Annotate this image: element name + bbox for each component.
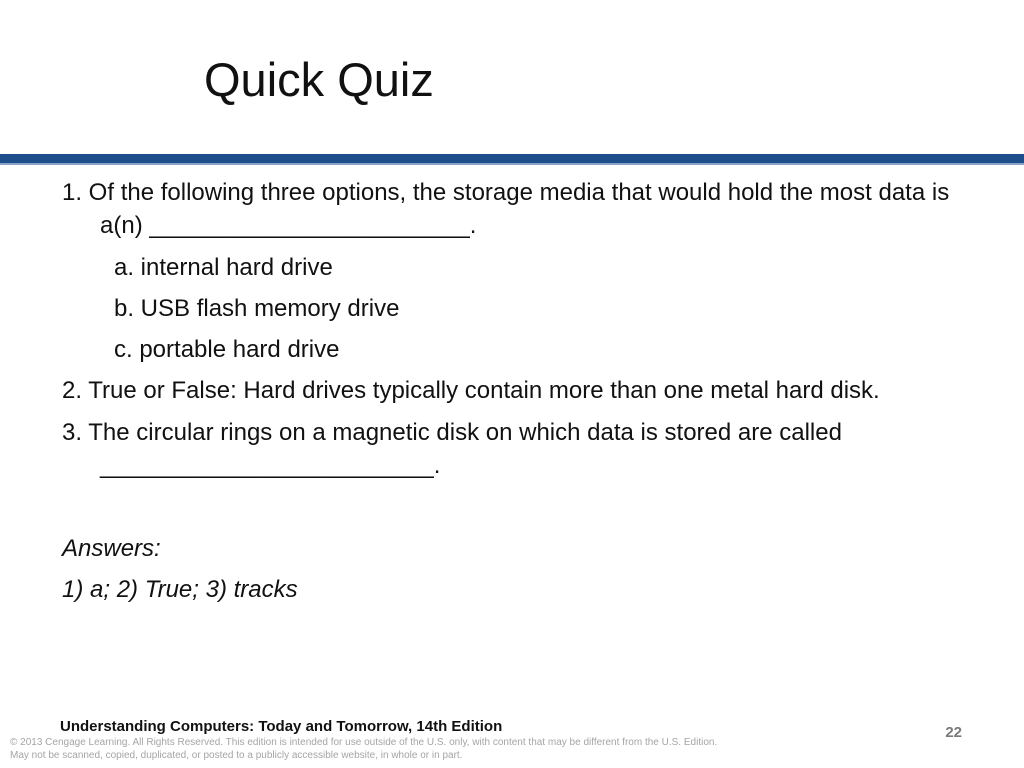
question-1-option-c: c. portable hard drive	[114, 336, 340, 363]
question-1-option-a: a. internal hard drive	[114, 254, 333, 281]
question-2: 2. True or False: Hard drives typically contain more than one metal hard disk.	[62, 377, 880, 404]
slide-body	[62, 176, 962, 614]
page-number: 22	[945, 724, 962, 741]
copyright-line-1: © 2013 Cengage Learning. All Rights Reserved. This edition is intended for use outside of the U.S. only, with content that may be different from the U.S. Edition.	[10, 737, 718, 748]
spacer	[62, 491, 962, 532]
question-3: 3. The circular rings on a magnetic disk on which data is stored are called _________________________.	[62, 419, 842, 479]
question-1: 1. Of the following three options, the storage media that would hold the most data is a(n) ________________________.	[62, 179, 950, 239]
title-divider	[0, 154, 1024, 163]
footer-book-title: Understanding Computers: Today and Tomorrow, 14th Edition	[60, 718, 503, 735]
answers-label: Answers:	[62, 535, 161, 562]
question-1-option-b: b. USB flash memory drive	[114, 295, 400, 322]
slide-title: Quick Quiz	[204, 53, 434, 106]
title-divider-shadow	[0, 163, 1024, 165]
answers-text: 1) a; 2) True; 3) tracks	[62, 576, 298, 603]
copyright-line-2: May not be scanned, copied, duplicated, or posted to a publicly accessible website, in whole or in part.	[10, 750, 463, 761]
copyright-notice	[10, 736, 910, 762]
